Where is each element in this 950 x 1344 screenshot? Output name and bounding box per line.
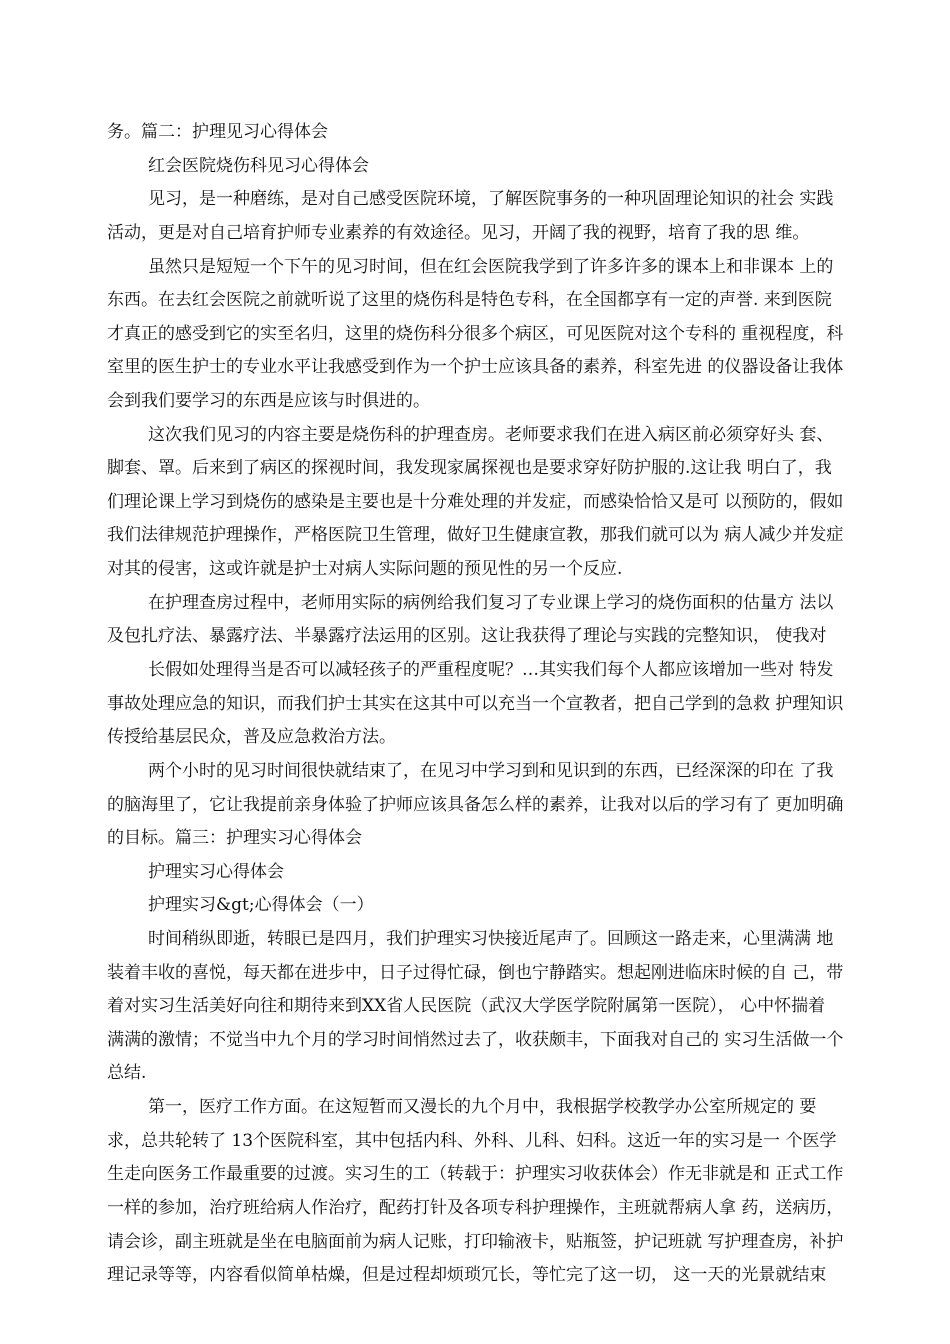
- text-line: 装着丰收的喜悦，每天都在进步中，日子过得忙碌，倒也宁静踏实。想起刚进临床时候的自 己，带: [107, 963, 844, 983]
- text-line: 在护理查房过程中，老师用实际的病例给我们复习了专业课上学习的烧伤面积的估量方 法以: [148, 593, 834, 613]
- text-line: 室里的医生护士的专业水平让我感受到作为一个护士应该具备的素养，科室先进 的仪器设备让我体: [107, 357, 844, 377]
- text-line: 活动，更是对自己培育护师专业素养的有效途径。见习，开阔了我的视野，培育了我的思 维。: [107, 223, 810, 243]
- text-line: 着对实习生活美好向往和期待来到XX省人民医院（武汉大学医学院附属第一医院）， 心中怀揣着: [107, 996, 826, 1016]
- text-line: 求，总共轮转了 13个医院科室，其中包括内科、外科、儿科、妇科。这近一年的实习是一 个医学: [107, 1131, 837, 1151]
- text-line: 我们法律规范护理操作，严格医院卫生管理，做好卫生健康宣教，那我们就可以为 病人减少并发症: [107, 525, 844, 545]
- text-line: 对其的侵害，这或许就是护士对病人实际问题的预见性的另一个反应.: [107, 559, 623, 579]
- text-line: 请会诊，副主班就是坐在电脑面前为病人记账，打印输液卡，贴瓶签，护记班就 写护理查房，补护: [107, 1232, 844, 1252]
- text-line: 满满的激情；不觉当中九个月的学习时间悄然过去了，收获颇丰，下面我对自己的 实习生活做一个: [107, 1030, 844, 1050]
- text-line: 生走向医务工作最重要的过渡。实习生的工（转载于：护理实习收获体会）作无非就是和 正式工作: [107, 1164, 844, 1184]
- text-line: 会到我们要学习的东西是应该与时俱进的。: [107, 391, 430, 411]
- text-line: 传授给基层民众，普及应急救治方法。: [107, 727, 396, 747]
- text-line: 才真正的感受到它的实至名归，这里的烧伤科分很多个病区，可见医院对这个专科的 重视程度，科: [107, 324, 844, 344]
- text-line: 护理实习&gt;心得体会（一）: [148, 895, 374, 915]
- text-line: 们理论课上学习到烧伤的感染是主要也是十分难处理的并发症，而感染恰恰又是可 以预防的，假如: [107, 492, 844, 512]
- text-line: 长假如处理得当是否可以减轻孩子的严重程度呢？…其实我们每个人都应该增加一些对 特发: [148, 660, 834, 680]
- text-line: 东西。在去红会医院之前就听说了这里的烧伤科是特色专科，在全国都享有一定的声誉. 来到医院: [107, 290, 832, 310]
- text-line: 事故处理应急的知识，而我们护士其实在这其中可以充当一个宣教者，把自己学到的急救 护理知识: [107, 694, 844, 714]
- text-line: 红会医院烧伤科见习心得体会: [148, 156, 369, 176]
- text-line: 务。篇二：护理见习心得体会: [107, 122, 328, 142]
- text-line: 护理实习心得体会: [148, 862, 284, 882]
- text-line: 见习，是一种磨练，是对自己感受医院环境，了解医院事务的一种巩固理论知识的社会 实践: [148, 189, 834, 209]
- text-line: 总结.: [107, 1063, 147, 1083]
- text-line: 时间稍纵即逝，转眼已是四月，我们护理实习快接近尾声了。回顾这一路走来，心里满满 地: [148, 929, 834, 949]
- text-line: 的脑海里了，它让我提前亲身体验了护师应该具备怎么样的素养，让我对以后的学习有了 更加明确: [107, 795, 844, 815]
- text-line: 这次我们见习的内容主要是烧伤科的护理查房。老师要求我们在进入病区前必须穿好头 套、: [148, 425, 834, 445]
- text-line: 第一，医疗工作方面。在这短暂而又漫长的九个月中，我根据学校教学办公室所规定的 要: [148, 1097, 817, 1117]
- text-line: 理记录等等，内容看似简单枯燥，但是过程却烦琐冗长，等忙完了这一切， 这一天的光景就结束: [107, 1265, 827, 1285]
- text-line: 两个小时的见习时间很快就结束了，在见习中学习到和见识到的东西，已经深深的印在 了我: [148, 761, 834, 781]
- text-line: 及包扎疗法、暴露疗法、半暴露疗法运用的区别。这让我获得了理论与实践的完整知识， 使我对: [107, 626, 827, 646]
- text-line: 虽然只是短短一个下午的见习时间，但在红会医院我学到了许多许多的课本上和非课本 上的: [148, 257, 834, 277]
- text-line: 一样的参加，治疗班给病人作治疗，配药打针及各项专科护理操作，主班就帮病人拿 药，送病历，: [107, 1198, 844, 1218]
- text-line: 的目标。篇三：护理实习心得体会: [107, 828, 362, 848]
- text-line: 脚套、罩。后来到了病区的探视时间，我发现家属探视也是要求穿好防护服的.这让我 明白了，我: [107, 458, 832, 478]
